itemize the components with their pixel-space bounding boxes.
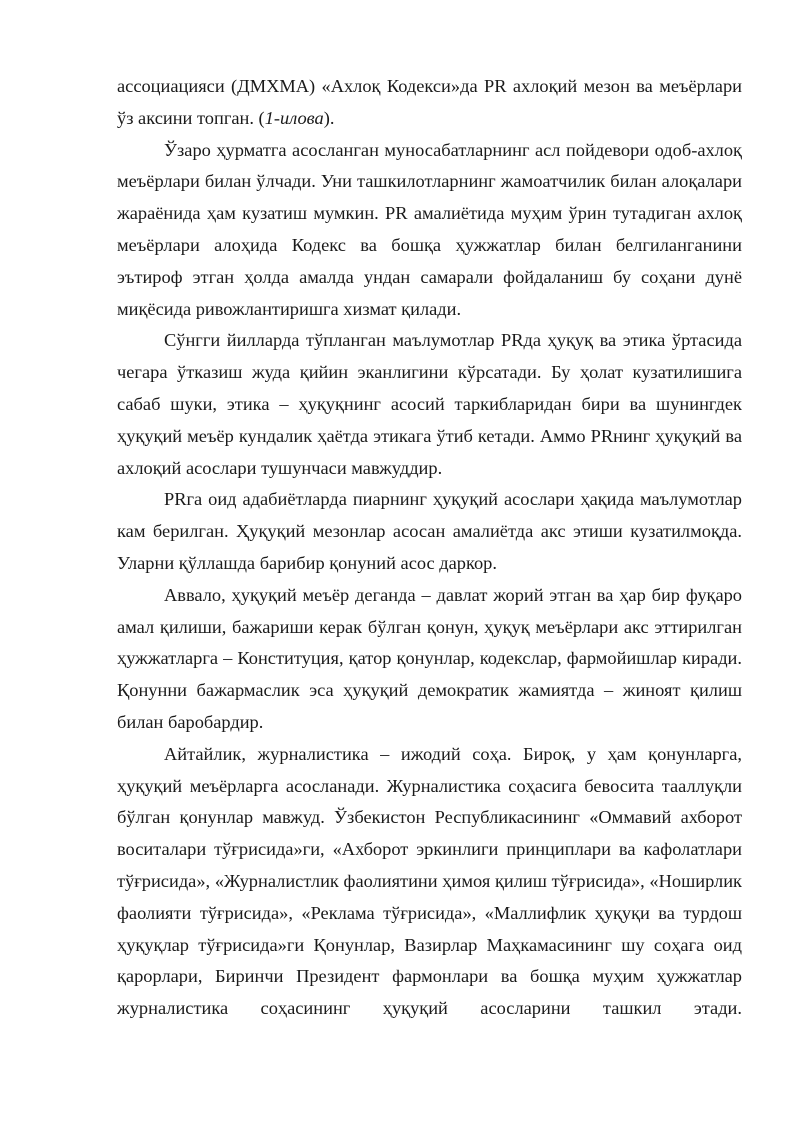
paragraph-1-text bbox=[117, 76, 742, 128]
paragraph-2: Ўзаро ҳурматга асосланган муносабатларнинг асл пойдевори одоб-ахлоқ меъёрлари билан ўлчади. Уни ташкилотларнинг жамоатчилик билан алоқалари жараёнида ҳам кузатиш мумкин. PR амалиётида муҳим ўрин тутадиган ахлоқ меъёрлари алоҳида Кодекс ва бошқа ҳужжатлар билан белгиланганини эътироф этган ҳолда амалда ундан самарали фойдаланиш бу соҳани дунё миқёсида ривожлантиришга хизмат қилади. bbox=[117, 139, 742, 319]
paragraph-1 bbox=[117, 71, 742, 135]
paragraph-3: Сўнгги йилларда тўпланган маълумотлар PRда ҳуқуқ ва этика ўртасида чегара ўтказиш жуда қийин эканлигини кўрсатади. Бу ҳолат кузатилишига сабаб шуки, этика – ҳуқуқнинг асосий таркибларидан бири ва шунингдек ҳуқуқий меъёр кундалик ҳаётда этикага ўтиб кетади. Аммо PRнинг ҳуқуқий ва ахлоқий асослари тушунчаси мавжуддир. bbox=[117, 330, 742, 478]
document-body bbox=[117, 71, 742, 1025]
annex-reference: 1-илова bbox=[264, 107, 324, 128]
paragraph-1-closing: ). bbox=[323, 107, 335, 128]
paragraph-1-main: ассоциацияси (ДМХМА) «Ахлоқ Кодекси»да PR ахлоқий мезон ва меъёрлари ўз аксини топган. ( bbox=[117, 76, 742, 128]
paragraph-6: Айтайлик, журналистика – ижодий соҳа. Бироқ, у ҳам қонунларга, ҳуқуқий меъёрларга асосланади. Журналистика соҳасига бевосита тааллуқли бўлган қонунлар мавжуд. Ўзбекистон Республикасининг «Оммавий ахборот воситалари тўғрисида»ги, «Ахборот эркинлиги принциплари ва кафолатлари тўғрисида», «Журналистлик фаолиятини ҳимоя қилиш тўғрисида», «Ноширлик фаолияти тўғрисида», «Реклама тўғрисида», «Маллифлик ҳуқуқи ва турдош ҳуқуқлар тўғрисида»ги Қонунлар, Вазирлар Маҳкамасининг шу соҳага оид қарорлари, Биринчи Президент фармонлари ва бошқа муҳим ҳужжатлар журналистика соҳасининг ҳуқуқий асосларини ташкил этади. bbox=[117, 743, 742, 1019]
paragraph-4: PRга оид адабиётларда пиарнинг ҳуқуқий асослари ҳақида маълумотлар кам берилган. Ҳуқуқий мезонлар асосан амалиётда акс этиши кузатилмоқда. Уларни қўллашда барибир қонуний асос даркор. bbox=[117, 489, 742, 573]
paragraph-5: Аввало, ҳуқуқий меъёр деганда – давлат жорий этган ва ҳар бир фуқаро амал қилиши, бажариши керак бўлган қонун, ҳуқуқ меъёрлари акс эттирилган ҳужжатларга – Конституция, қатор қонунлар, кодекслар, фармойишлар киради. Қонунни бажармаслик эса ҳуқуқий демократик жамиятда – жиноят қилиш билан баробардир. bbox=[117, 584, 742, 732]
